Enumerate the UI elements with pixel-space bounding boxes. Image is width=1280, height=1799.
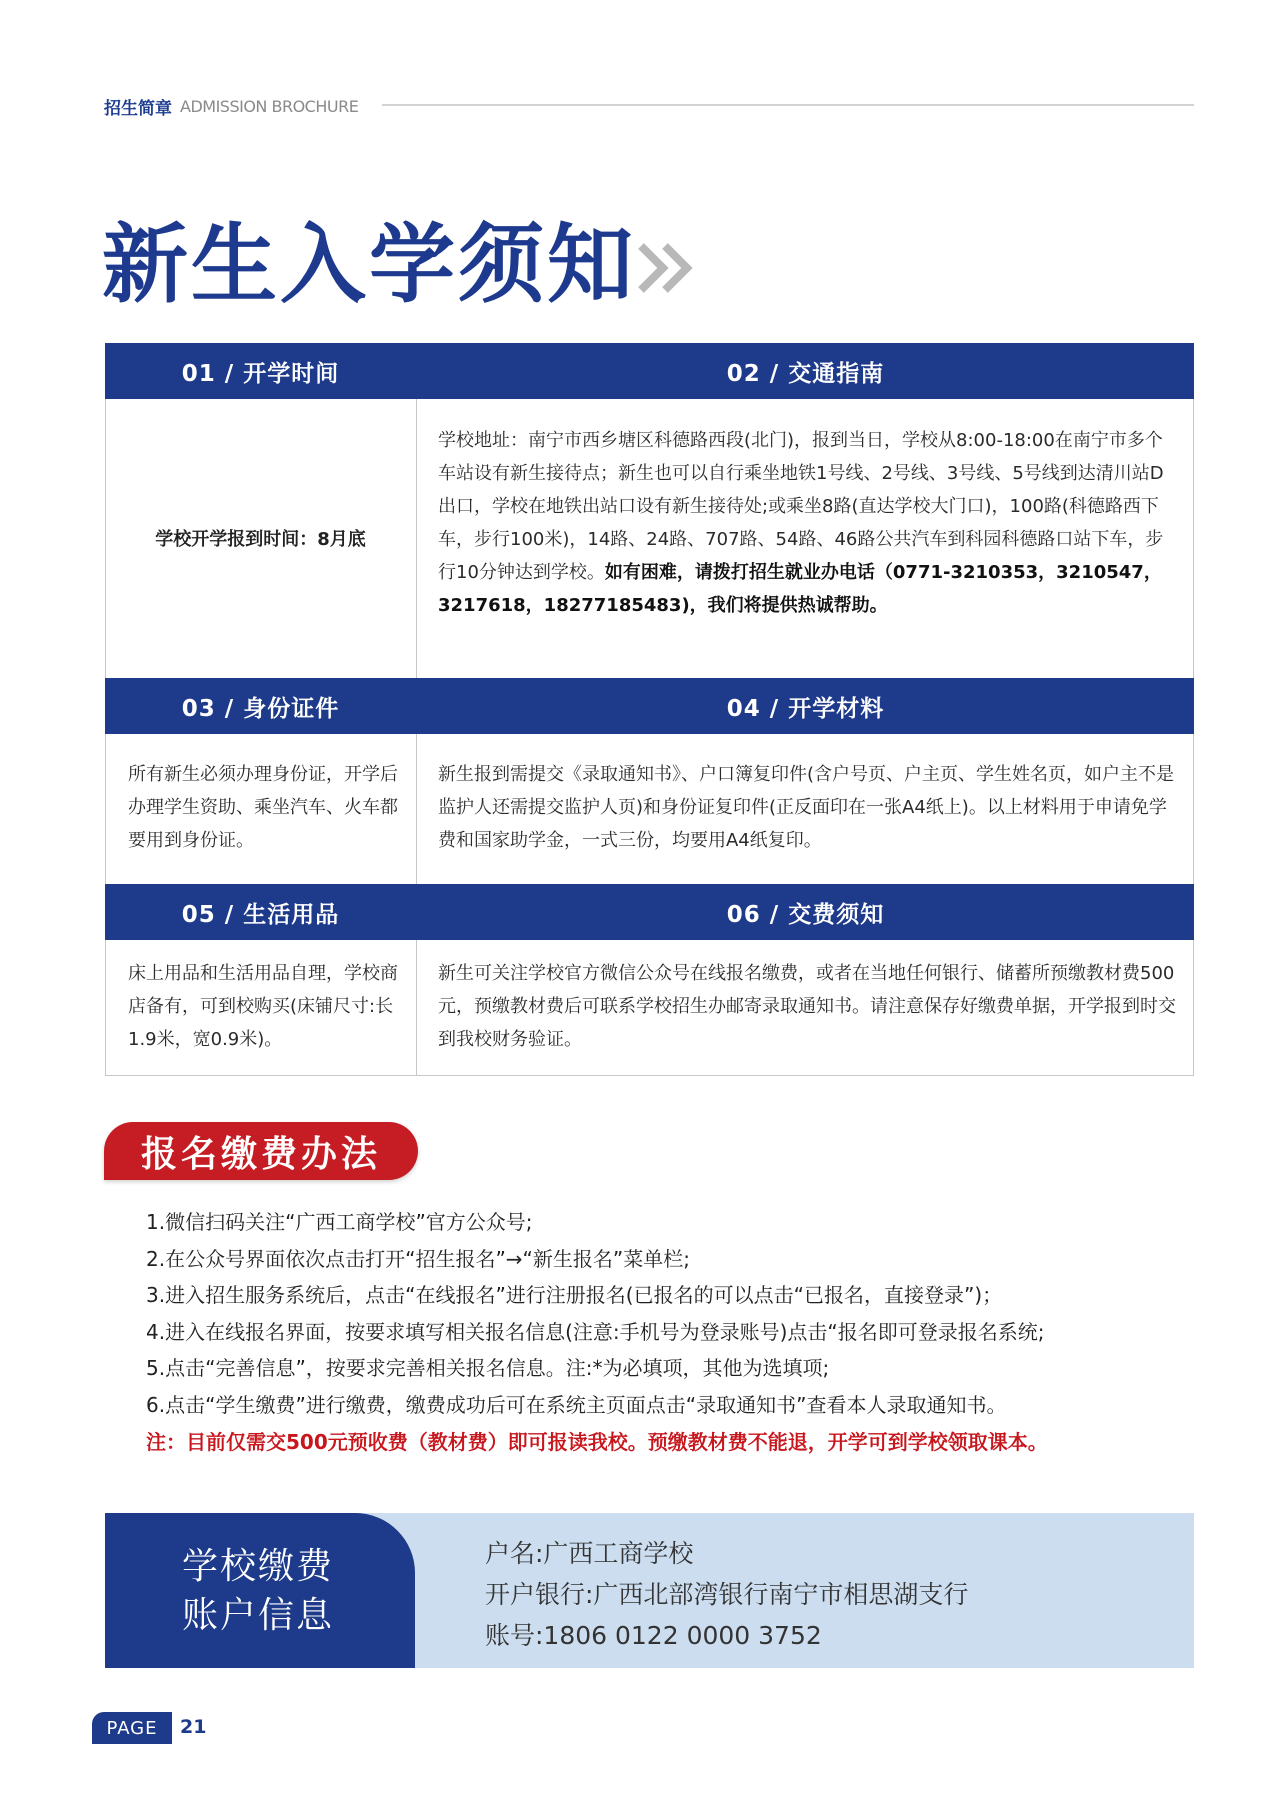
section-03-text: 所有新生必须办理身份证，开学后办理学生资助、乘坐汽车、火车都要用到身份证。	[128, 764, 398, 851]
table-column-divider	[416, 399, 417, 678]
account-number: 账号:1806 0122 0000 3752	[485, 1621, 822, 1650]
list-item: 3.进入招生服务系统后，点击“在线报名”进行注册报名(已报名的可以点击“已报名，直接登录”)；	[146, 1283, 1003, 1308]
header-title-en: ADMISSION BROCHURE	[180, 96, 359, 116]
account-bank: 开户银行:广西北部湾银行南宁市相思湖支行	[485, 1580, 969, 1609]
registration-title: 报名缴费办法	[140, 1132, 381, 1175]
section-02-contact-text: 如有困难，请拨打招生就业办电话（0771-3210353，3210547，3217618，18277185483)，我们将提供热诚帮助。	[438, 562, 1162, 616]
section-06-text: 新生可关注学校官方微信公众号在线报名缴费，或者在当地任何银行、储蓄所预缴教材费500元，预缴教材费后可联系学校招生办邮寄录取通知书。请注意保存好缴费单据，开学报到时交到我校财务验证。	[438, 963, 1176, 1050]
header-title-cn: 招生简章	[104, 98, 172, 119]
page-number: 21	[180, 1716, 207, 1738]
header-divider	[382, 104, 1194, 106]
list-item: 6.点击“学生缴费”进行缴费，缴费成功后可在系统主页面点击“录取通知书”查看本人录取通知书。	[146, 1392, 1007, 1417]
table-column-divider	[416, 940, 417, 1076]
list-item: 1.微信扫码关注“广西工商学校”官方公众号;	[146, 1210, 533, 1234]
list-item: 5.点击“完善信息”，按要求完善相关报名信息。注:*为必填项，其他为选填项;	[146, 1356, 830, 1381]
list-item: 2.在公众号界面依次点击打开“招生报名”→“新生报名”菜单栏;	[146, 1246, 691, 1271]
registration-steps	[146, 1204, 1186, 1460]
section-04-text: 新生报到需提交《录取通知书》、户口簿复印件(含户号页、户主页、学生姓名页，如户主不是监护人还需提交监护人页)和身份证复印件(正反面印在一张A4纸上)。以上材料用于申请免学费和国家助学金，一式三份，均要用A4纸复印。	[438, 764, 1175, 851]
section-03-heading: 03 / 身份证件	[181, 695, 340, 722]
section-02-text: 学校地址：南宁市西乡塘区科德路西段(北门)，报到当日，学校从8:00-18:00在南宁市多个车站设有新生接待点；新生也可以自行乘坐地铁1号线、2号线、3号线、5号线到达清川站D出口，学校在地铁出站口设有新生接待处;或乘坐8路(直达学校大门口)，100路(科德路西下车，步行100米)，14路、24路、707路、54路、46路公共汽车到科园科德路口站下车，步行10分钟达到学校。	[438, 430, 1164, 583]
section-05-text: 床上用品和生活用品自理，学校商店备有，可到校购买(床铺尺寸:长1.9米，宽0.9米)。	[128, 963, 398, 1050]
registration-note: 注：目前仅需交500元预收费（教材费）即可报读我校。预缴教材费不能退，开学可到学校领取课本。	[146, 1429, 1048, 1454]
section-02-heading: 02 / 交通指南	[726, 360, 885, 387]
section-01-heading: 01 / 开学时间	[181, 360, 340, 387]
account-name: 户名:广西工商学校	[485, 1539, 694, 1568]
page-title: 新生入学须知	[102, 214, 636, 315]
account-details	[485, 1533, 968, 1656]
double-chevron-right-icon	[635, 240, 699, 296]
list-item: 4.进入在线报名界面，按要求填写相关报名信息(注意:手机号为登录账号)点击“报名即可登录报名系统;	[146, 1319, 1045, 1344]
brochure-header	[104, 92, 358, 120]
section-02-body	[438, 424, 1176, 622]
account-title-line-1: 学校缴费	[182, 1545, 335, 1587]
registration-title-badge	[104, 1122, 418, 1180]
section-06-heading: 06 / 交费须知	[726, 901, 885, 928]
section-05-heading: 05 / 生活用品	[181, 901, 340, 928]
section-04-heading: 04 / 开学材料	[726, 695, 885, 722]
table-column-divider	[416, 734, 417, 884]
page-label-tab	[92, 1712, 172, 1744]
account-info-title-block	[105, 1513, 415, 1668]
account-title-line-2: 账户信息	[182, 1594, 335, 1636]
page-label: PAGE	[106, 1717, 158, 1739]
section-01-text: 学校开学报到时间：8月底	[155, 529, 366, 550]
